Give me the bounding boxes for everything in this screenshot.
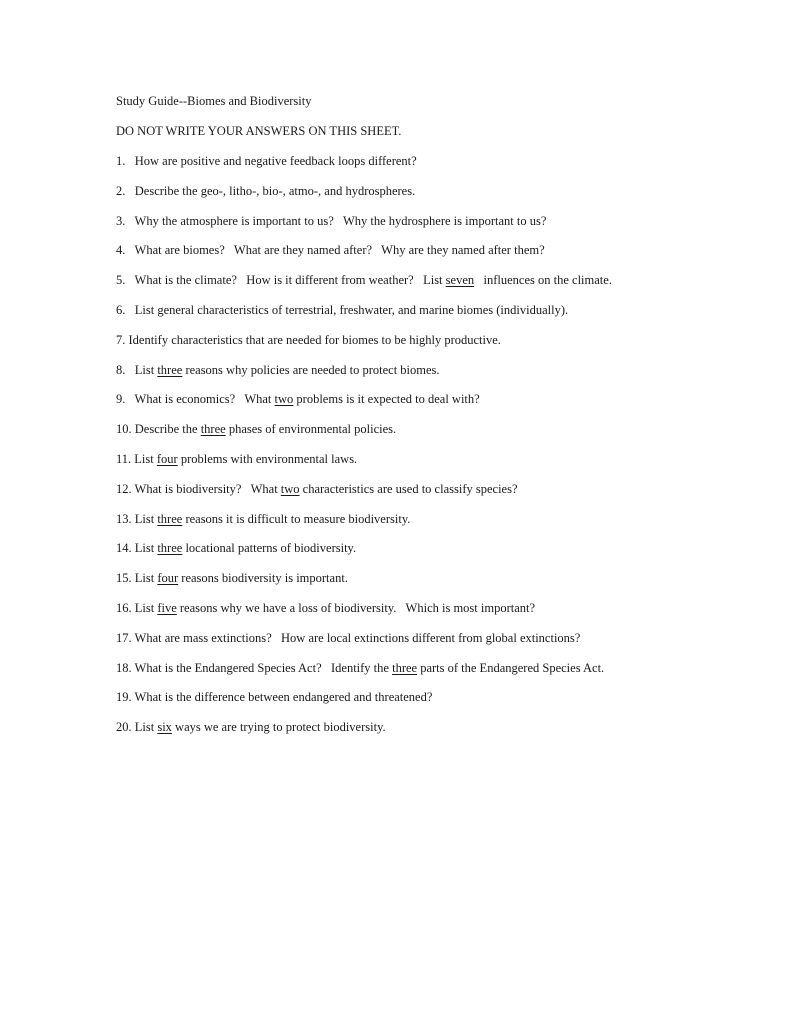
question-item bbox=[116, 482, 518, 496]
question-text: reasons why policies are needed to protect biomes. bbox=[182, 363, 440, 377]
question-text: What is biodiversity? What bbox=[134, 482, 281, 496]
question-number: 5. bbox=[116, 273, 126, 287]
question-text: influences on the climate. bbox=[474, 273, 612, 287]
emphasized-count: six bbox=[157, 720, 172, 734]
question-number: 15. bbox=[116, 571, 132, 585]
question-number: 8. bbox=[116, 363, 126, 377]
question-item bbox=[116, 422, 396, 436]
question-item bbox=[116, 363, 440, 377]
question-item bbox=[116, 541, 356, 555]
emphasized-count: three bbox=[392, 661, 418, 675]
emphasized-count: four bbox=[156, 452, 178, 466]
question-text: reasons why we have a loss of biodiversity. Which is most important? bbox=[176, 601, 536, 615]
question-number: 13. bbox=[116, 512, 132, 526]
question-text: List bbox=[134, 363, 158, 377]
question-item bbox=[116, 392, 480, 406]
question-text: What is the climate? How is it different from weather? List bbox=[134, 273, 446, 287]
emphasized-count: four bbox=[157, 571, 179, 585]
question-item bbox=[116, 243, 545, 257]
question-text: Describe the geo-, litho-, bio-, atmo-, and hydrospheres. bbox=[134, 184, 416, 198]
question-text: What is economics? What bbox=[134, 392, 275, 406]
question-text: What are mass extinctions? How are local extinctions different from global extinctions? bbox=[134, 631, 581, 645]
question-item bbox=[116, 571, 348, 585]
emphasized-count: two bbox=[274, 392, 294, 406]
question-text: phases of environmental policies. bbox=[225, 422, 397, 436]
question-text: Identify characteristics that are needed for biomes to be highly productive. bbox=[128, 333, 501, 347]
question-text: List bbox=[134, 720, 158, 734]
question-item bbox=[116, 631, 580, 645]
emphasized-count: five bbox=[157, 601, 177, 615]
question-item bbox=[116, 333, 501, 347]
question-text: ways we are trying to protect biodiversity. bbox=[171, 720, 386, 734]
question-number: 6. bbox=[116, 303, 126, 317]
emphasized-count: three bbox=[200, 422, 226, 436]
question-item bbox=[116, 512, 410, 526]
question-item bbox=[116, 452, 357, 466]
question-item bbox=[116, 184, 415, 198]
question-number: 3. bbox=[116, 214, 126, 228]
question-text: List general characteristics of terrestrial, freshwater, and marine biomes (individually). bbox=[134, 303, 569, 317]
question-text: What are biomes? What are they named after? Why are they named after them? bbox=[134, 243, 545, 257]
emphasized-count: three bbox=[157, 512, 183, 526]
question-number: 16. bbox=[116, 601, 132, 615]
question-text: characteristics are used to classify species? bbox=[299, 482, 518, 496]
question-text: problems with environmental laws. bbox=[177, 452, 358, 466]
question-text: parts of the Endangered Species Act. bbox=[417, 661, 605, 675]
emphasized-count: two bbox=[280, 482, 300, 496]
question-item bbox=[116, 303, 568, 317]
question-text: locational patterns of biodiversity. bbox=[182, 541, 357, 555]
question-number: 9. bbox=[116, 392, 126, 406]
question-text: reasons it is difficult to measure biodiversity. bbox=[182, 512, 411, 526]
emphasized-count: three bbox=[157, 541, 183, 555]
question-text: List bbox=[134, 541, 158, 555]
question-text: List bbox=[134, 452, 157, 466]
question-text: What is the Endangered Species Act? Identify the bbox=[134, 661, 393, 675]
question-number: 19. bbox=[116, 690, 132, 704]
question-item bbox=[116, 214, 546, 228]
question-text: problems is it expected to deal with? bbox=[293, 392, 480, 406]
question-number: 17. bbox=[116, 631, 132, 645]
document-title: Study Guide--Biomes and Biodiversity bbox=[116, 94, 312, 108]
emphasized-count: three bbox=[157, 363, 183, 377]
question-text: Why the atmosphere is important to us? Why the hydrosphere is important to us? bbox=[134, 214, 547, 228]
question-number: 2. bbox=[116, 184, 126, 198]
instruction-warning: DO NOT WRITE YOUR ANSWERS ON THIS SHEET. bbox=[116, 124, 402, 138]
question-number: 10. bbox=[116, 422, 132, 436]
question-number: 11. bbox=[116, 452, 132, 466]
question-number: 14. bbox=[116, 541, 132, 555]
question-text: What is the difference between endangered and threatened? bbox=[134, 690, 433, 704]
question-number: 20. bbox=[116, 720, 132, 734]
question-number: 18. bbox=[116, 661, 132, 675]
question-text: List bbox=[134, 512, 158, 526]
question-number: 12. bbox=[116, 482, 132, 496]
question-text: How are positive and negative feedback loops different? bbox=[134, 154, 417, 168]
question-item bbox=[116, 720, 386, 734]
question-number: 1. bbox=[116, 154, 126, 168]
question-text: List bbox=[134, 571, 158, 585]
emphasized-count: seven bbox=[445, 273, 475, 287]
question-number: 7. bbox=[116, 333, 126, 347]
question-item bbox=[116, 273, 612, 287]
question-number: 4. bbox=[116, 243, 126, 257]
question-text: List bbox=[134, 601, 158, 615]
question-item bbox=[116, 601, 535, 615]
question-text: reasons biodiversity is important. bbox=[178, 571, 348, 585]
question-item bbox=[116, 661, 604, 675]
question-item bbox=[116, 690, 432, 704]
question-item bbox=[116, 154, 417, 168]
question-text: Describe the bbox=[134, 422, 201, 436]
